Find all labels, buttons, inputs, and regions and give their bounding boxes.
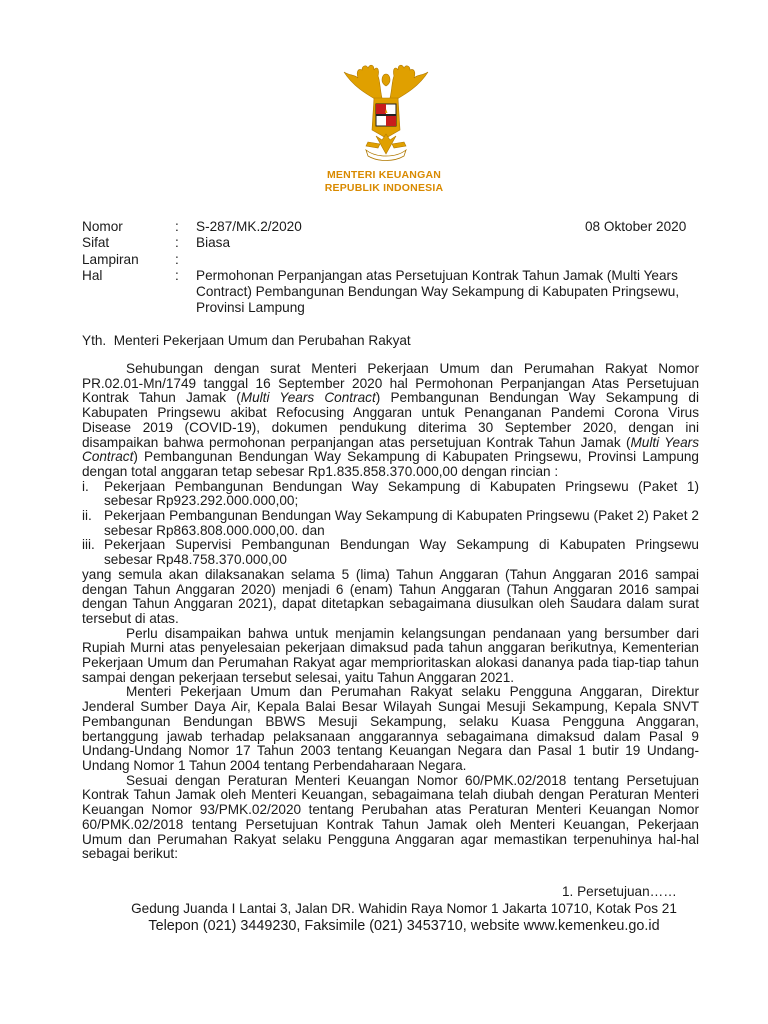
colon: : <box>175 252 179 267</box>
paragraph-4: Menteri Pekerjaan Umum dan Perumahan Rakyat selaku Pengguna Anggaran, Direktur Jenderal Sumber Daya Air, Kepala Balai Besar Wilayah Sungai Mesuji Sekampung, Kepala SNVT Pembangunan Bendungan BBWS Mesuji Sekampung, selaku Kuasa Pengguna Anggaran, bertanggung jawab terhadap pelaksanaan anggarannya sebagaimana dimaksud dalam Pasal 9 Undang-Undang Nomor 17 Tahun 2003 tentang Keuangan Negara dan Pasal 1 butir 19 Undang-Undang Nomor 1 Tahun 2004 tentang Perbendaharaan Negara. <box>82 684 699 773</box>
lampiran-label: Lampiran <box>82 252 139 267</box>
addressee <box>82 333 411 348</box>
paragraph-1: Sehubungan dengan surat Menteri Pekerjaan Umum dan Perumahan Rakyat Nomor PR.02.01-Mn/1749 tanggal 16 September 2020 hal Permohonan Perpanjangan Atas Persetujuan Kontrak Tahun Jamak (Multi Years Contract) Pembangunan Bendungan Way Sekampung di Kabupaten Pringsewu akibat Refocusing Anggaran untuk Penanganan Pandemi Corona Virus Disease 2019 (COVID-19), dokumen pendukung diterima 30 September 2020, dengan ini disampaikan bahwa permohonan perpanjangan atas persetujuan Kontrak Tahun Jamak (Multi Years Contract) Pembangunan Bendungan Way Sekampung di Kabupaten Pringsewu, Provinsi Lampung dengan total anggaran tetap sebesar Rp1.835.858.370.000,00 dengan rincian : <box>82 361 699 479</box>
nomor-label: Nomor <box>82 219 123 234</box>
hal-value: Permohonan Perpanjangan atas Persetujuan Kontrak Tahun Jamak (Multi Years Contract) Pembangunan Bendungan Way Sekampung di Kabupaten Pringsewu, Provinsi Lampung <box>196 268 680 316</box>
list-item: ii. Pekerjaan Pembangunan Bendungan Way Sekampung di Kabupaten Pringsewu (Paket 2) Paket 2 sebesar Rp863.808.000.000,00. dan <box>82 508 699 538</box>
paragraph-3: Perlu disampaikan bahwa untuk menjamin kelangsungan pendanaan yang bersumber dari Rupiah Murni atas penyelesaian pekerjaan dimaksud pada tahun anggaran berikutnya, Kementerian Pekerjaan Umum dan Perumahan Rakyat agar memprioritaskan alokasi dananya pada tiap-tiap tahun sampai dengan pekerjaan tersebut selesai, yaitu Tahun Anggaran 2021. <box>82 625 699 685</box>
sifat-label: Sifat <box>82 235 110 250</box>
colon: : <box>175 268 179 283</box>
continuation-marker: 1. Persetujuan…… <box>562 884 677 899</box>
letter-date: 08 Oktober 2020 <box>585 219 687 234</box>
addressee-name: Menteri Pekerjaan Umum dan Perubahan Rakyat <box>113 333 411 348</box>
addressee-prefix: Yth. <box>82 333 107 348</box>
letter-body <box>82 362 699 862</box>
list-item: i. Pekerjaan Pembangunan Bendungan Way Sekampung di Kabupaten Pringsewu (Paket 1) sebesar Rp923.292.000.000,00; <box>82 478 699 509</box>
sifat-value: Biasa <box>196 235 231 250</box>
paragraph-2: yang semula akan dilaksanakan selama 5 (lima) Tahun Anggaran (Tahun Anggaran 2016 sampai dengan Tahun Anggaran 2020) menjadi 6 (enam) Tahun Anggaran (Tahun Anggaran 2016 sampai dengan Tahun Anggaran 2021), dapat ditetapkan sebagaimana diusulkan oleh Saudara dalam surat tersebut di atas. <box>82 566 699 626</box>
garuda-emblem-icon <box>340 58 432 166</box>
footer-contact: Telepon (021) 3449230, Faksimile (021) 3453710, website www.kemenkeu.go.id <box>148 918 660 934</box>
nomor-value: S-287/MK.2/2020 <box>196 219 302 234</box>
paragraph-5: Sesuai dengan Peraturan Menteri Keuangan Nomor 60/PMK.02/2018 tentang Persetujuan Kontrak Tahun Jamak oleh Menteri Keuangan, sebagaimana telah diubah dengan Peraturan Menteri Keuangan Nomor 93/PMK.02/2020 tentang Perubahan atas Peraturan Menteri Keuangan Nomor 60/PMK.02/2018 tentang Persetujuan Kontrak Tahun Jamak oleh Menteri Keuangan, Pekerjaan Umum dan Perumahan Rakyat selaku Pengguna Anggaran agar memastikan terpenuhinya hal-hal sebagai berikut: <box>82 772 699 862</box>
org-name-line1: MENTERI KEUANGAN <box>326 169 442 181</box>
list-item: iii. Pekerjaan Supervisi Pembangunan Bendungan Way Sekampung di Kabupaten Pringsewu sebesar Rp48.758.370.000,00 <box>82 537 699 568</box>
colon: : <box>175 235 179 250</box>
footer-address: Gedung Juanda I Lantai 3, Jalan DR. Wahidin Raya Nomor 1 Jakarta 10710, Kotak Pos 21 <box>131 901 677 916</box>
org-name-line2: REPUBLIK INDONESIA <box>324 182 444 194</box>
colon: : <box>175 219 179 234</box>
hal-label: Hal <box>82 268 103 283</box>
